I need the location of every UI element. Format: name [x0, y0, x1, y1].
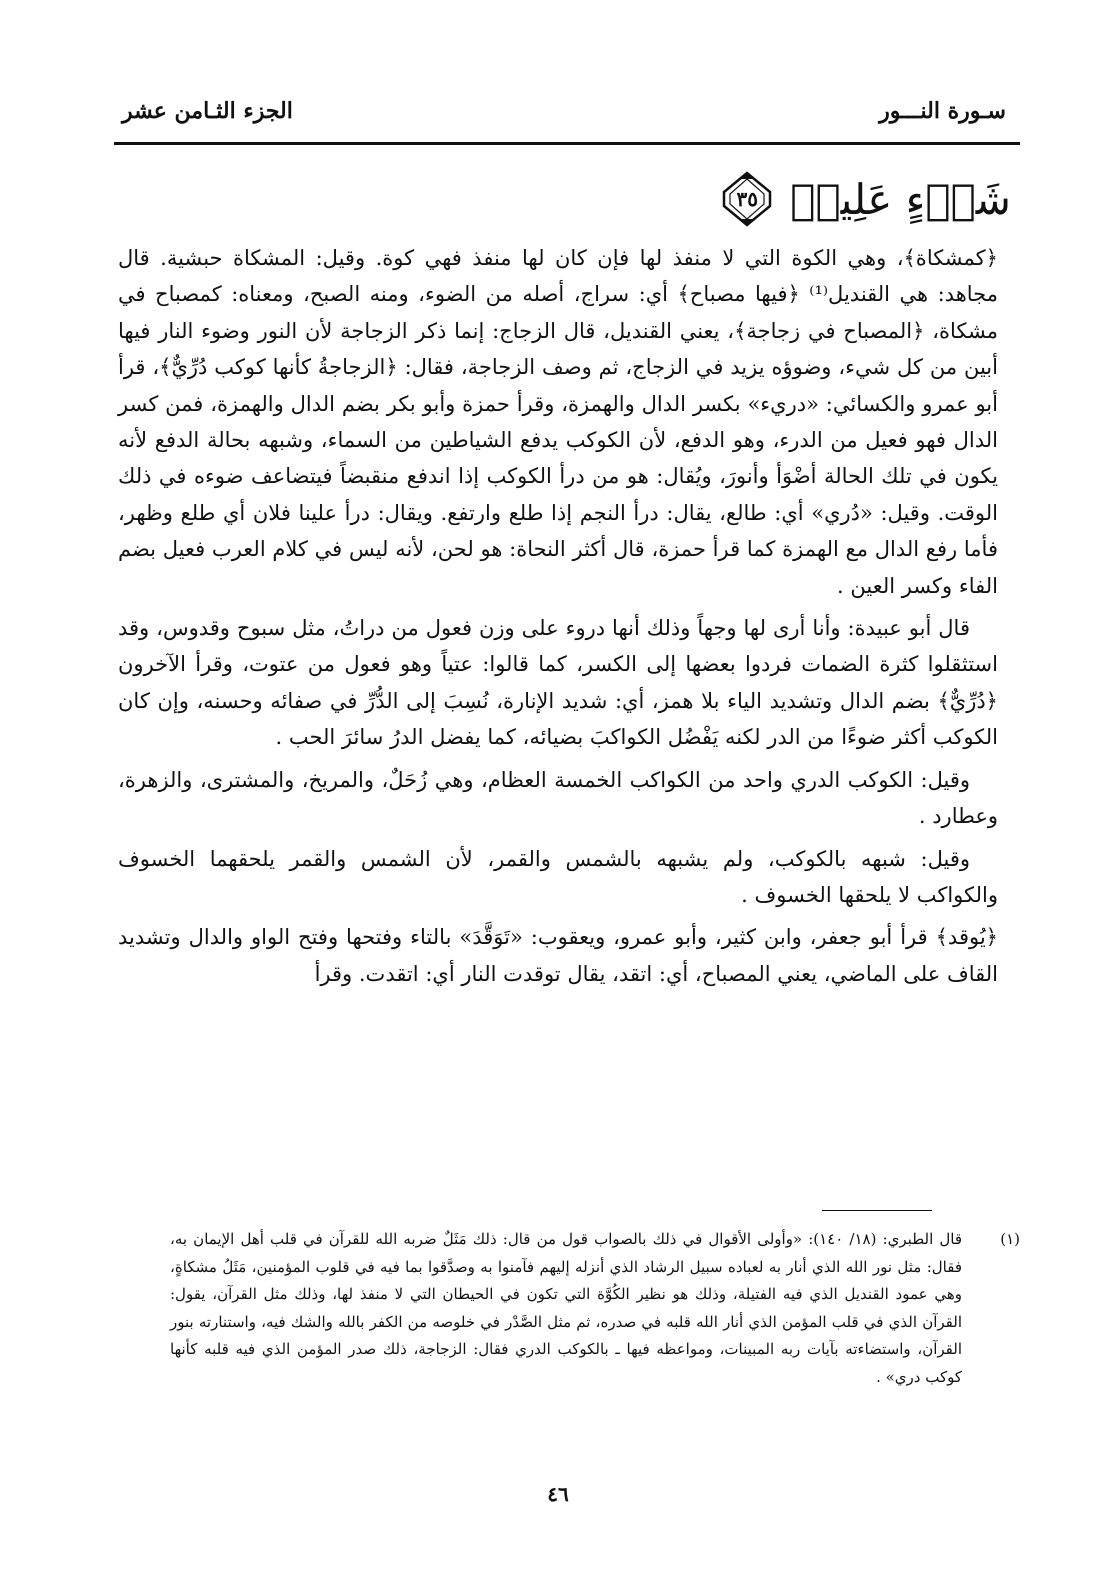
footnote-text: قال الطبري: (١٨/ ١٤٠): «وأولى الأقوال في ذلك بالصواب قول من قال: ذلك مَثَلٌ ضربه الله للقرآن في قلب أهل الإيمان به، فقال: مثل نور الله الذي أنار به لعباده سبيل الرشاد الذي أنزله إليهم فآمنوا به وصدَّقوا بما فيه في قلوب المؤمنين، مَثَلُ مشكاةٍ، وهي عمود القنديل الذي فيه الفتيلة، وذلك هو نظير الكُوَّة التي تكون في الحيطان التي لا منفذ لها، وذلك مثل القرآن، يقول: القرآن الذي في قلب المؤمن الذي أنار الله قلبه في صدره، ثم مثل الصَّدْر في خلوصه من الكفر بالله والشك فيه، واستنارته بنور القرآن، واستضاءته بآيات ربه المبينات، ومواعظه فيها ـ بالكوكب الدري فقال: الزجاجة، ذلك صدر المؤمن الذي فيه قلبه كأنها كوكب دري» .: [170, 1230, 962, 1386]
verse-end-marker: [718, 170, 776, 228]
verse-number: ٣٥: [736, 187, 758, 211]
header-rule: [114, 142, 1020, 145]
surah-title: سـورة النـــور: [879, 98, 1006, 124]
running-header: [114, 96, 1014, 136]
quran-verse-tail: [718, 170, 1011, 228]
paragraph: قال أبو عبيدة: وأنا أرى لها وجهاً وذلك أنها دروء على وزن فعول من دراتُ، مثل سبوح وقدوس، وقد استثقلوا كثرة الضمات فردوا بعضها إلى الكسر، كما قالوا: عتياً وهو فعول من عتوت، وقرأ الآخرون ﴿دُرِّيٌّ﴾ بضم الدال وتشديد الياء بلا همز، أي: شديد الإنارة، نُسِبَ إلى الدُّرِّ في صفائه وحسنه، وإن كان الكوكب أكثر ضوءًا من الدر لكنه يَفْضُل الكواكبَ بضيائه، كما يفضل الدرُ سائرَ الحب .: [118, 616, 998, 750]
paragraph: ﴿كمشكاة﴾، وهي الكوة التي لا منفذ لها فإن كان لها منفذ فهي كوة. وقيل: المشكاة حبشية. قال مجاهد: هي القنديل⁽¹⁾ ﴿فيها مصباح﴾ أي: سراج، أصله من الضوء، ومنه الصبح، ومعناه: كمصباح في مشكاة، ﴿المصباح في زجاجة﴾، يعني القنديل، قال الزجاج: إنما ذكر الزجاجة لأن النور وضوء النار فيها أبين من كل شيء، وضوؤه يزيد في الزجاج، ثم وصف الزجاجة، فقال: ﴿الزجاجةُ كأنها كوكب دُرِّيٌّ﴾، قرأ أبو عمرو والكسائي: «دريء» بكسر الدال والهمزة، وقرأ حمزة وأبو بكر بضم الدال والهمزة، فمن كسر الدال فهو فعيل من الدرء، وهو الدفع، لأن الكوكب يدفع الشياطين من السماء، وشبهه بحالة الدفع لأنه يكون في تلك الحالة أضْوَأ وأنورَ، ويُقال: هو من درأ الكوكب إذا اندفع منقبضاً فيتضاعف ضوءه في ذلك الوقت. وقيل: «دُري» أي: طالع، يقال: درأ النجم إذا طلع وارتفع. ويقال: درأ علينا فلان أي طلع وظهر، فأما رفع الدال مع الهمزة كما قرأ حمزة، قال أكثر النحاة: هو لحن، لأنه ليس في كلام العرب فعيل بضم الفاء وكسر العين .: [118, 246, 998, 598]
footnote: [170, 1226, 1020, 1391]
footnote-number: (١): [1000, 1230, 1020, 1248]
page-number: ٤٦: [547, 1482, 569, 1506]
paragraph: وقيل: الكوكب الدري واحد من الكواكب الخمسة العظام، وهي زُحَلٌ، والمريخ، والمشترى، والزهرة، وعطارد .: [118, 767, 998, 829]
paragraph: وقيل: شبهه بالكوكب، ولم يشبهه بالشمس والقمر، لأن الشمس والقمر يلحقهما الخسوف والكواكب لا يلحقها الخسوف .: [118, 846, 998, 907]
commentary-body: [118, 240, 998, 998]
juz-title: الجزء الثـامن عشر: [122, 98, 293, 124]
paragraph: ﴿يُوقد﴾ قرأ أبو جعفر، وابن كثير، وأبو عمرو، ويعقوب: «تَوَقَّدَ» بالتاء وفتحها وفتح الواو والدال وتشديد القاف على الماضي، يعني المصباح، أي: اتقد، يقال توقدت النار أي: اتقدت. وقرأ: [118, 925, 998, 986]
verse-text: شَيۡءٍ عَلِيمٞ: [790, 174, 1011, 224]
footnote-rule: [822, 1210, 932, 1211]
